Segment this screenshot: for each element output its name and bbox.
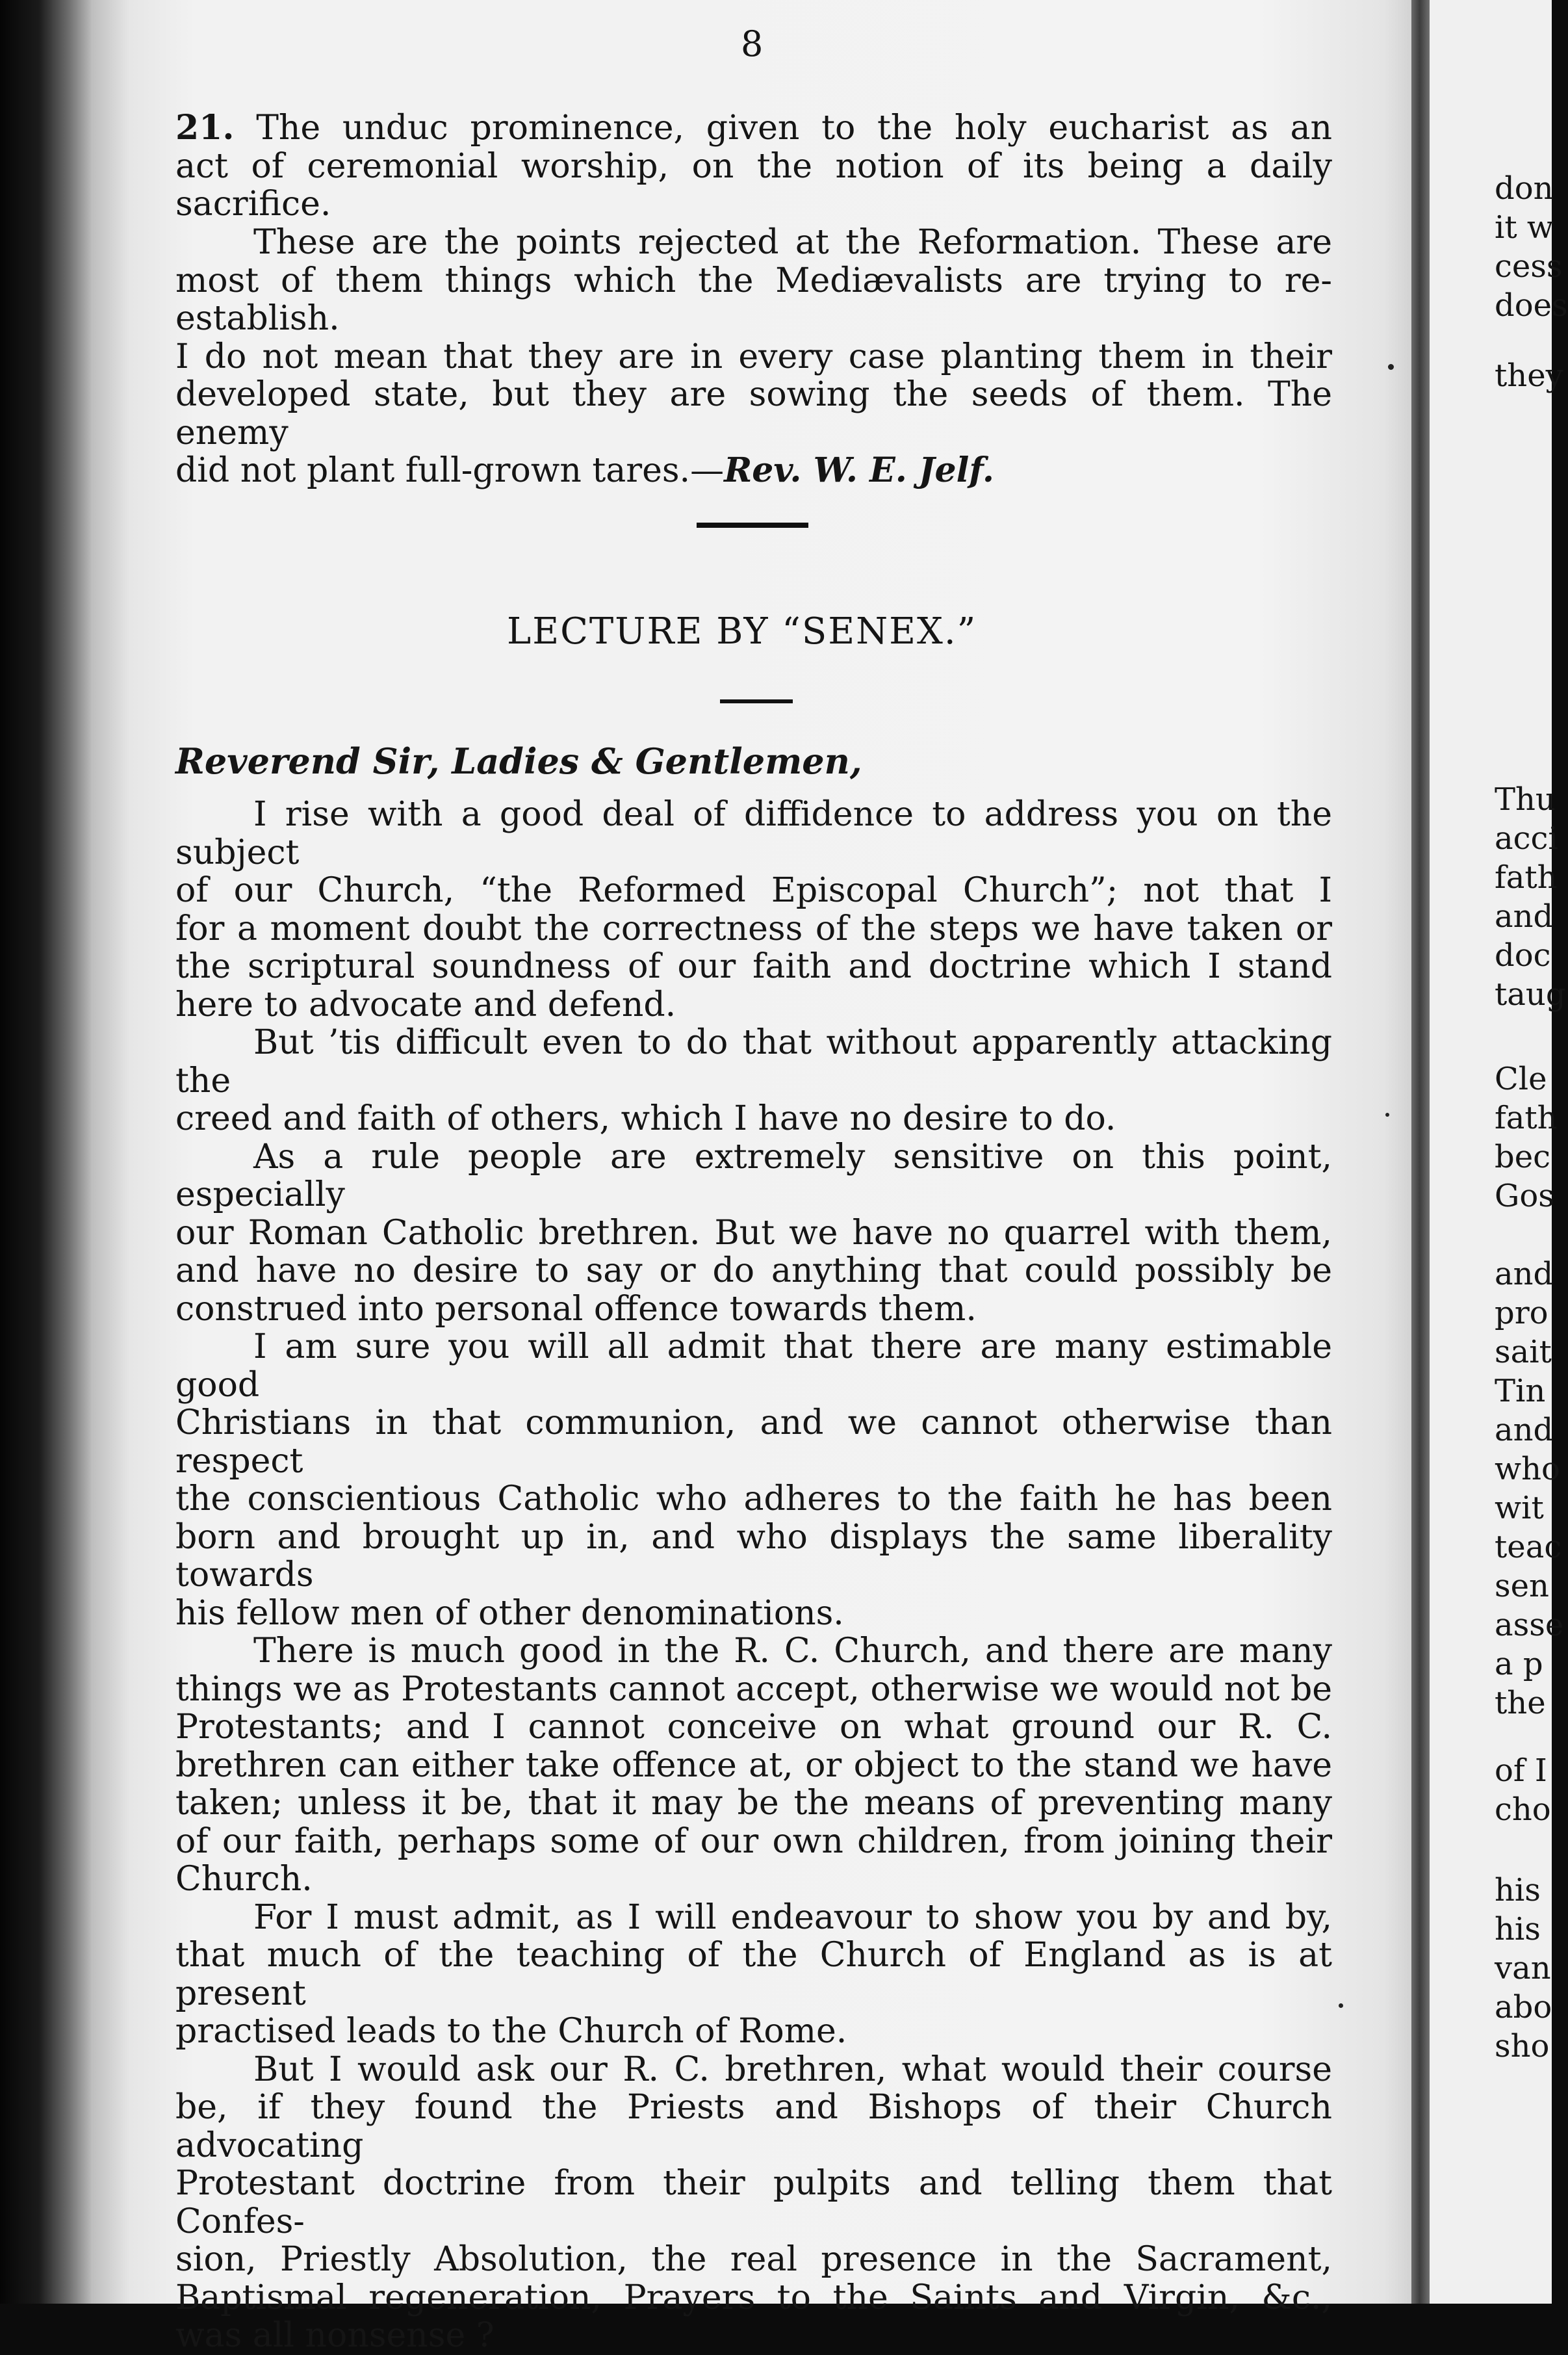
adjacent-page-fragment: they — [1495, 358, 1563, 394]
section-divider — [697, 523, 808, 528]
adjacent-page-fragment: teac — [1495, 1529, 1562, 1565]
adjacent-page-fragment: asse — [1495, 1607, 1564, 1643]
body-line: the conscientious Catholic who adheres to the faith he has been — [175, 1479, 1332, 1518]
adjacent-page-fragment: sen — [1495, 1568, 1549, 1604]
adjacent-page-fragment: Gos — [1495, 1178, 1554, 1214]
page-number: 8 — [741, 23, 764, 64]
adjacent-page-fragment: acci — [1495, 820, 1558, 857]
body-line: Protestants; and I cannot conceive on what ground our R. C. — [175, 1708, 1332, 1747]
body-line: be, if they found the Priests and Bishops of their Church advocating — [175, 2088, 1332, 2165]
paragraph-line: I do not mean that they are in every case planting them in their — [175, 337, 1332, 376]
body-line: the scriptural soundness of our faith and doctrine which I stand — [175, 947, 1332, 986]
scan-left-edge — [0, 0, 97, 2304]
body-line: for a moment doubt the correctness of the steps we have taken or — [175, 909, 1332, 948]
adjacent-page-fragment: Tin — [1495, 1373, 1546, 1409]
body-line: But ’tis difficult even to do that without apparently attacking the — [175, 1023, 1332, 1100]
scan-speck — [1388, 364, 1394, 370]
adjacent-page-fragment: doc — [1495, 937, 1551, 974]
body-line: Christians in that communion, and we cannot otherwise than respect — [175, 1403, 1332, 1481]
adjacent-page-fragment: taug — [1495, 976, 1566, 1013]
adjacent-page-fragment: his — [1495, 1911, 1541, 1947]
body-line: practised leads to the Church of Rome. — [175, 2012, 847, 2051]
body-line: and have no desire to say or do anything that could possibly be — [175, 1251, 1332, 1290]
body-line: I rise with a good deal of diffidence to address you on the subject — [175, 795, 1332, 872]
adjacent-page-fragment: a p — [1495, 1646, 1543, 1682]
item-line — [175, 109, 1332, 148]
body-line: construed into personal offence towards them. — [175, 1289, 977, 1329]
body-line: his fellow men of other denominations. — [175, 1593, 844, 1633]
paragraph-line: most of them things which the Mediævalists are trying to re-establish. — [175, 261, 1332, 338]
adjacent-page-fragment: wit — [1495, 1490, 1544, 1526]
body-line: Church. — [175, 1860, 313, 1899]
adjacent-page-fragment: the — [1495, 1685, 1546, 1721]
body-line: things we as Protestants cannot accept, otherwise we would not be — [175, 1669, 1332, 1709]
adjacent-page-fragment: van — [1495, 1950, 1551, 1986]
adjacent-page-fragment: Cle — [1495, 1061, 1547, 1097]
paragraph-line — [175, 452, 1332, 490]
body-line: I am sure you will all admit that there are many estimable good — [175, 1327, 1332, 1405]
adjacent-page-fragment: cess — [1495, 248, 1563, 285]
adjacent-page-fragment: does — [1495, 287, 1568, 324]
body-line: But I would ask our R. C. brethren, what would their course — [253, 2049, 1332, 2089]
adjacent-page-fragment: his — [1495, 1872, 1541, 1908]
adjacent-page-fragment: Thu — [1495, 781, 1556, 818]
body-line: Baptismal regeneration, Prayers to the Saints and Virgin, &c., — [175, 2278, 1332, 2317]
body-line: Protestant doctrine from their pulpits and telling them that Confes- — [175, 2164, 1332, 2241]
reformation-paragraph — [175, 224, 1332, 490]
body-line: that much of the teaching of the Church of England as is at present — [175, 1936, 1332, 2013]
adjacent-page-fragment: bec — [1495, 1139, 1551, 1175]
attribution: Rev. W. E. Jelf. — [724, 450, 994, 490]
body-line: here to advocate and defend. — [175, 985, 676, 1024]
adjacent-page-fragment: sho — [1495, 2028, 1550, 2064]
item-line: sacrifice. — [175, 185, 331, 224]
body-line: born and brought up in, and who displays the same liberality towards — [175, 1517, 1332, 1594]
adjacent-page-fragment: fath — [1495, 859, 1558, 896]
body-line: was all nonsense ? — [175, 2316, 495, 2355]
adjacent-page-fragment: and — [1495, 1256, 1554, 1292]
item-number: 21. — [175, 108, 235, 148]
lecture-heading: LECTURE BY “SENEX.” — [507, 610, 977, 653]
adjacent-page-fragment: fath — [1495, 1100, 1558, 1136]
body-line: As a rule people are extremely sensitive on this point, especially — [175, 1137, 1332, 1214]
body-line: For I must admit, as I will endeavour to show you by and by, — [253, 1897, 1332, 1937]
salutation: Reverend Sir, Ladies & Gentlemen, — [175, 740, 862, 782]
body-line: of our faith, perhaps some of our own children, from joining their — [175, 1821, 1332, 1861]
body-line: creed and faith of others, which I have no desire to do. — [175, 1099, 1116, 1138]
adjacent-page-fragment: of I — [1495, 1752, 1547, 1789]
body-line: There is much good in the R. C. Church, and there are many — [253, 1632, 1332, 1671]
item-line: act of ceremonial worship, on the notion of its being a daily — [175, 146, 1332, 186]
numbered-item-21 — [175, 109, 1332, 224]
adjacent-page-fragment: cho — [1495, 1791, 1551, 1828]
body-line: of our Church, “the Reformed Episcopal Church”; not that I — [175, 871, 1332, 910]
adjacent-page-fragment: who — [1495, 1451, 1560, 1487]
paragraph-last-text: did not plant full-grown tares.— — [175, 451, 725, 490]
paragraph-line: These are the points rejected at the Reformation. These are — [253, 223, 1332, 262]
lecture-body — [175, 796, 1332, 2355]
heading-rule — [720, 699, 793, 703]
scan-speck — [1385, 1113, 1389, 1117]
body-line: our Roman Catholic brethren. But we have no quarrel with them, — [175, 1213, 1332, 1253]
body-line: brethren can either take offence at, or object to the stand we have — [175, 1745, 1332, 1785]
adjacent-page-fragment: and — [1495, 1412, 1554, 1448]
adjacent-page-fragment: it w — [1495, 209, 1554, 246]
adjacent-page-fragment: and — [1495, 898, 1554, 935]
body-line: taken; unless it be, that it may be the means of preventing many — [175, 1784, 1332, 1823]
body-line: sion, Priestly Absolution, the real presence in the Sacrament, — [175, 2240, 1332, 2279]
adjacent-page-fragment: pro — [1495, 1295, 1549, 1331]
scan-speck — [1339, 2003, 1343, 2008]
adjacent-page-fragment: abo — [1495, 1989, 1552, 2025]
item-text: The unduc prominence, given to the holy eucharist as an — [256, 109, 1332, 148]
adjacent-page-fragment: sait — [1495, 1334, 1552, 1370]
paragraph-line: developed state, but they are sowing the seeds of them. The enemy — [175, 375, 1332, 452]
adjacent-page-fragment: don — [1495, 170, 1554, 207]
